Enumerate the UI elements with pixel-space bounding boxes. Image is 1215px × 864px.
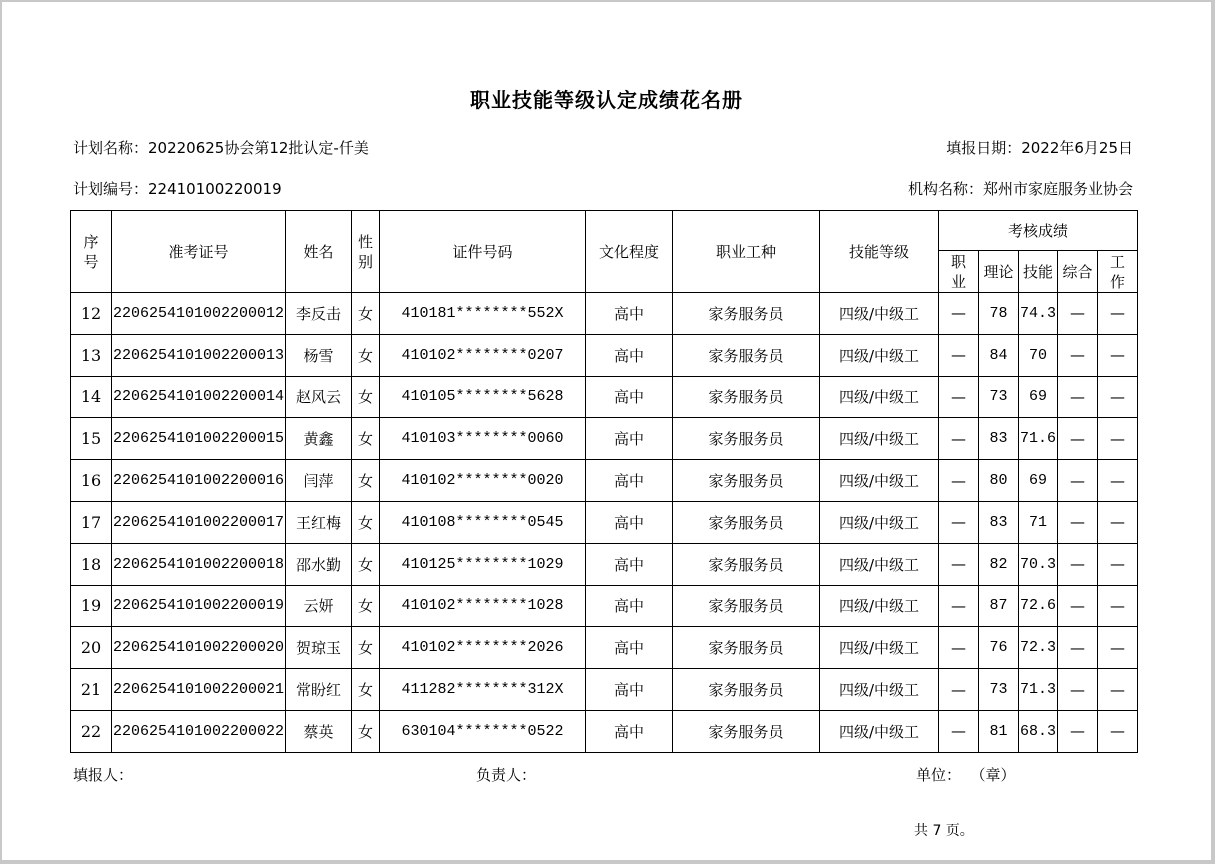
cell-id-no: 410102********2026 — [380, 627, 586, 669]
cell-score-prof: — — [939, 460, 979, 502]
cell-seq: 13 — [71, 334, 112, 376]
cell-level: 四级/中级工 — [820, 501, 939, 543]
table-body — [71, 293, 1138, 753]
cell-occupation: 家务服务员 — [673, 293, 820, 335]
cell-occupation: 家务服务员 — [673, 334, 820, 376]
cell-score-theory: 78 — [979, 293, 1019, 335]
header-score-prof: 职 业 — [939, 251, 979, 293]
cell-score-prof: — — [939, 585, 979, 627]
cell-occupation: 家务服务员 — [673, 585, 820, 627]
cell-gender: 女 — [352, 543, 380, 585]
cell-name: 邵水勤 — [286, 543, 352, 585]
cell-seq: 18 — [71, 543, 112, 585]
cell-education: 高中 — [586, 460, 673, 502]
cell-score-skill: 71 — [1019, 501, 1058, 543]
cell-score-theory: 76 — [979, 627, 1019, 669]
cell-score-skill: 74.3 — [1019, 293, 1058, 335]
cell-name: 贺琼玉 — [286, 627, 352, 669]
table-row — [71, 627, 1138, 669]
cell-education: 高中 — [586, 293, 673, 335]
cell-gender: 女 — [352, 627, 380, 669]
plan-name: 计划名称：20220625协会第12批认定-仟美 — [73, 139, 369, 157]
cell-score-skill: 70.3 — [1019, 543, 1058, 585]
cell-occupation: 家务服务员 — [673, 460, 820, 502]
table-row — [71, 334, 1138, 376]
cell-score-comp: — — [1058, 293, 1098, 335]
page-count: 共 7 页。 — [914, 823, 974, 839]
cell-id-no: 410103********0060 — [380, 418, 586, 460]
cell-score-work: — — [1098, 334, 1138, 376]
cell-id-no: 410108********0545 — [380, 501, 586, 543]
cell-score-theory: 83 — [979, 418, 1019, 460]
report-title: 职业技能等级认定成绩花名册 — [470, 88, 743, 112]
cell-score-prof: — — [939, 710, 979, 752]
cell-seq: 22 — [71, 710, 112, 752]
table-row — [71, 501, 1138, 543]
cell-score-work: — — [1098, 710, 1138, 752]
cell-name: 黄鑫 — [286, 418, 352, 460]
cell-occupation: 家务服务员 — [673, 418, 820, 460]
cell-name: 云妍 — [286, 585, 352, 627]
cell-id-no: 410102********1028 — [380, 585, 586, 627]
header-score-theory: 理论 — [979, 251, 1019, 293]
table-row — [71, 418, 1138, 460]
cell-score-comp: — — [1058, 669, 1098, 711]
cell-score-skill: 68.3 — [1019, 710, 1058, 752]
cell-occupation: 家务服务员 — [673, 501, 820, 543]
cell-score-skill: 71.3 — [1019, 669, 1058, 711]
table-row — [71, 585, 1138, 627]
cell-score-comp: — — [1058, 460, 1098, 502]
header-occupation: 职业工种 — [673, 211, 820, 293]
cell-level: 四级/中级工 — [820, 585, 939, 627]
cell-seq: 19 — [71, 585, 112, 627]
cell-score-comp: — — [1058, 585, 1098, 627]
cell-score-prof: — — [939, 334, 979, 376]
cell-name: 杨雪 — [286, 334, 352, 376]
cell-education: 高中 — [586, 501, 673, 543]
table-row — [71, 543, 1138, 585]
cell-score-skill: 69 — [1019, 376, 1058, 418]
header-seq: 序 号 — [71, 211, 112, 293]
cell-gender: 女 — [352, 501, 380, 543]
cell-exam-no: 2206254101002200018 — [112, 543, 286, 585]
cell-level: 四级/中级工 — [820, 543, 939, 585]
cell-gender: 女 — [352, 585, 380, 627]
header-level: 技能等级 — [820, 211, 939, 293]
cell-gender: 女 — [352, 376, 380, 418]
cell-score-prof: — — [939, 543, 979, 585]
cell-occupation: 家务服务员 — [673, 710, 820, 752]
cell-seq: 16 — [71, 460, 112, 502]
cell-level: 四级/中级工 — [820, 334, 939, 376]
header-score-group: 考核成绩 — [939, 211, 1138, 251]
header-score-comp: 综合 — [1058, 251, 1098, 293]
cell-name: 闫萍 — [286, 460, 352, 502]
table-row — [71, 460, 1138, 502]
cell-name: 常盼红 — [286, 669, 352, 711]
cell-score-skill: 69 — [1019, 460, 1058, 502]
cell-id-no: 411282********312X — [380, 669, 586, 711]
cell-level: 四级/中级工 — [820, 460, 939, 502]
cell-score-skill: 70 — [1019, 334, 1058, 376]
cell-education: 高中 — [586, 627, 673, 669]
cell-exam-no: 2206254101002200022 — [112, 710, 286, 752]
cell-score-skill: 72.6 — [1019, 585, 1058, 627]
cell-score-comp: — — [1058, 418, 1098, 460]
cell-education: 高中 — [586, 376, 673, 418]
cell-score-prof: — — [939, 376, 979, 418]
cell-level: 四级/中级工 — [820, 710, 939, 752]
cell-exam-no: 2206254101002200021 — [112, 669, 286, 711]
cell-score-theory: 81 — [979, 710, 1019, 752]
score-roster-table — [70, 210, 1138, 753]
cell-exam-no: 2206254101002200019 — [112, 585, 286, 627]
cell-score-theory: 73 — [979, 376, 1019, 418]
cell-level: 四级/中级工 — [820, 376, 939, 418]
cell-id-no: 410102********0020 — [380, 460, 586, 502]
header-score-skill: 技能 — [1019, 251, 1058, 293]
cell-score-comp: — — [1058, 501, 1098, 543]
cell-score-prof: — — [939, 669, 979, 711]
cell-gender: 女 — [352, 669, 380, 711]
table-row — [71, 669, 1138, 711]
unit-seal-label: 单位： （章） — [916, 766, 1016, 784]
cell-exam-no: 2206254101002200017 — [112, 501, 286, 543]
report-page — [2, 2, 1211, 860]
cell-score-work: — — [1098, 418, 1138, 460]
header-id-no: 证件号码 — [380, 211, 586, 293]
cell-score-theory: 80 — [979, 460, 1019, 502]
cell-occupation: 家务服务员 — [673, 627, 820, 669]
cell-level: 四级/中级工 — [820, 418, 939, 460]
cell-occupation: 家务服务员 — [673, 669, 820, 711]
cell-score-skill: 72.3 — [1019, 627, 1058, 669]
cell-score-theory: 84 — [979, 334, 1019, 376]
cell-level: 四级/中级工 — [820, 669, 939, 711]
cell-exam-no: 2206254101002200016 — [112, 460, 286, 502]
cell-seq: 21 — [71, 669, 112, 711]
cell-score-comp: — — [1058, 627, 1098, 669]
cell-gender: 女 — [352, 710, 380, 752]
cell-score-theory: 82 — [979, 543, 1019, 585]
cell-id-no: 630104********0522 — [380, 710, 586, 752]
cell-score-work: — — [1098, 669, 1138, 711]
cell-score-prof: — — [939, 293, 979, 335]
cell-score-prof: — — [939, 627, 979, 669]
header-education: 文化程度 — [586, 211, 673, 293]
cell-score-theory: 83 — [979, 501, 1019, 543]
cell-score-theory: 73 — [979, 669, 1019, 711]
cell-seq: 17 — [71, 501, 112, 543]
table-row — [71, 710, 1138, 752]
cell-seq: 15 — [71, 418, 112, 460]
cell-gender: 女 — [352, 293, 380, 335]
cell-score-work: — — [1098, 460, 1138, 502]
cell-exam-no: 2206254101002200012 — [112, 293, 286, 335]
cell-seq: 12 — [71, 293, 112, 335]
cell-score-prof: — — [939, 418, 979, 460]
cell-score-skill: 71.6 — [1019, 418, 1058, 460]
cell-education: 高中 — [586, 418, 673, 460]
cell-name: 李反击 — [286, 293, 352, 335]
cell-score-work: — — [1098, 293, 1138, 335]
cell-education: 高中 — [586, 585, 673, 627]
cell-exam-no: 2206254101002200014 — [112, 376, 286, 418]
header-name: 姓名 — [286, 211, 352, 293]
cell-occupation: 家务服务员 — [673, 376, 820, 418]
cell-level: 四级/中级工 — [820, 627, 939, 669]
header-gender: 性 别 — [352, 211, 380, 293]
cell-occupation: 家务服务员 — [673, 543, 820, 585]
cell-gender: 女 — [352, 334, 380, 376]
cell-score-comp: — — [1058, 334, 1098, 376]
header-score-work: 工 作 — [1098, 251, 1138, 293]
table-header — [71, 211, 1138, 293]
cell-id-no: 410102********0207 — [380, 334, 586, 376]
cell-score-work: — — [1098, 627, 1138, 669]
table-row — [71, 376, 1138, 418]
cell-id-no: 410181********552X — [380, 293, 586, 335]
cell-exam-no: 2206254101002200015 — [112, 418, 286, 460]
cell-education: 高中 — [586, 334, 673, 376]
plan-number: 计划编号：22410100220019 — [73, 180, 282, 198]
cell-name: 赵风云 — [286, 376, 352, 418]
responsible-label: 负责人： — [476, 766, 537, 784]
cell-seq: 14 — [71, 376, 112, 418]
cell-score-work: — — [1098, 376, 1138, 418]
cell-score-work: — — [1098, 543, 1138, 585]
filler-label: 填报人： — [73, 766, 134, 784]
cell-id-no: 410105********5628 — [380, 376, 586, 418]
cell-exam-no: 2206254101002200013 — [112, 334, 286, 376]
cell-score-comp: — — [1058, 543, 1098, 585]
cell-gender: 女 — [352, 460, 380, 502]
cell-name: 蔡英 — [286, 710, 352, 752]
cell-score-work: — — [1098, 501, 1138, 543]
cell-score-work: — — [1098, 585, 1138, 627]
cell-gender: 女 — [352, 418, 380, 460]
org-name: 机构名称：郑州市家庭服务业协会 — [907, 180, 1133, 198]
table-row — [71, 293, 1138, 335]
cell-level: 四级/中级工 — [820, 293, 939, 335]
cell-education: 高中 — [586, 669, 673, 711]
cell-score-theory: 87 — [979, 585, 1019, 627]
fill-date: 填报日期：2022年6月25日 — [946, 139, 1133, 157]
cell-score-comp: — — [1058, 376, 1098, 418]
cell-education: 高中 — [586, 710, 673, 752]
cell-exam-no: 2206254101002200020 — [112, 627, 286, 669]
cell-name: 王红梅 — [286, 501, 352, 543]
cell-score-comp: — — [1058, 710, 1098, 752]
header-exam-no: 准考证号 — [112, 211, 286, 293]
cell-id-no: 410125********1029 — [380, 543, 586, 585]
cell-seq: 20 — [71, 627, 112, 669]
cell-score-prof: — — [939, 501, 979, 543]
cell-education: 高中 — [586, 543, 673, 585]
